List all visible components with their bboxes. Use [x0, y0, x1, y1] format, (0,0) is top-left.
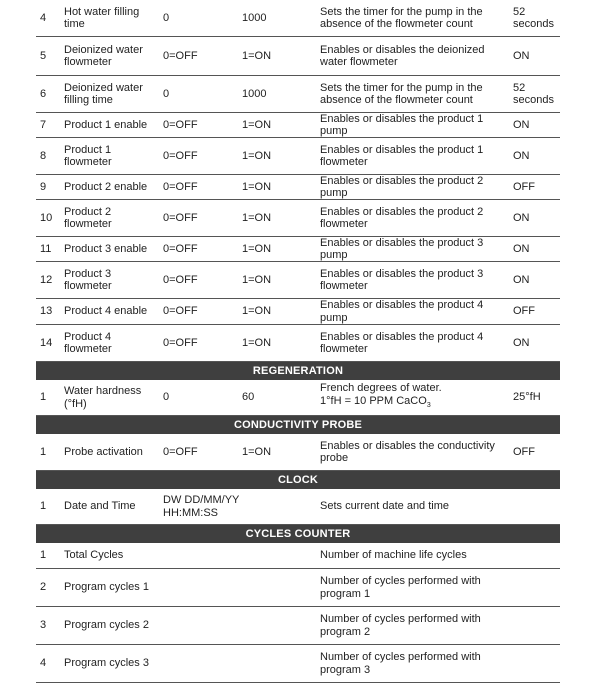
parameter-name: Total Cycles — [64, 549, 124, 562]
max-value: 60 — [242, 391, 255, 404]
row-number: 1 — [40, 391, 47, 404]
table-row — [36, 380, 560, 416]
row-number: 4 — [40, 657, 47, 670]
table-row — [36, 76, 560, 113]
row-number: 1 — [40, 445, 47, 458]
max-value: 1=ON — [242, 211, 272, 224]
description-line: French degrees of water. — [320, 382, 442, 395]
parameter-name: Product 1 enable — [64, 118, 148, 131]
table-row — [36, 607, 560, 645]
parameter-name: Product 3 flowmeter — [64, 267, 112, 292]
parameter-description: Enables or disables the product 2 pump — [320, 174, 484, 199]
parameter-description: Number of cycles performed with program 3 — [320, 651, 481, 676]
min-value: 0=OFF — [163, 118, 198, 131]
max-value: 1=ON — [242, 273, 272, 286]
max-value: 1=ON — [242, 336, 272, 349]
parameter-description: Enables or disables the product 1 pump — [320, 112, 484, 137]
parameter-name: Product 4 enable — [64, 305, 148, 318]
min-value: 0=OFF — [163, 149, 198, 162]
max-value: 1=ON — [242, 242, 272, 255]
row-number: 5 — [40, 49, 47, 62]
row-number: 6 — [40, 87, 47, 100]
row-number: 8 — [40, 149, 47, 162]
parameter-description: Enables or disables the conductivity probe — [320, 439, 495, 464]
parameter-name: Product 4 flowmeter — [64, 330, 112, 355]
parameter-name: Product 2 enable — [64, 180, 148, 193]
row-number: 3 — [40, 619, 47, 632]
default-value: ON — [513, 149, 530, 162]
default-value: OFF — [513, 305, 535, 318]
parameter-name: Date and Time — [64, 500, 136, 513]
min-value: 0 — [163, 11, 170, 24]
row-number: 12 — [40, 273, 53, 286]
row-number: 13 — [40, 305, 53, 318]
parameter-description: Number of cycles performed with program 1 — [320, 575, 481, 600]
default-value: 52 seconds — [513, 81, 554, 106]
parameter-description: Enables or disables the product 4 pump — [320, 299, 484, 324]
parameter-description: Number of machine life cycles — [320, 549, 467, 562]
row-number: 9 — [40, 180, 47, 193]
parameter-name: Product 2 flowmeter — [64, 205, 112, 230]
table-row — [36, 325, 560, 362]
default-value: ON — [513, 211, 530, 224]
default-value: OFF — [513, 445, 535, 458]
table-row — [36, 645, 560, 683]
section-header-clock: CLOCK — [36, 471, 560, 489]
parameter-description: Number of cycles performed with program 2 — [320, 613, 481, 638]
min-value: 0=OFF — [163, 336, 198, 349]
row-number: 2 — [40, 581, 47, 594]
min-value: 0=OFF — [163, 211, 198, 224]
table-row — [36, 0, 560, 37]
min-value: 0=OFF — [163, 445, 198, 458]
parameter-name: Program cycles 2 — [64, 619, 149, 632]
time-format: HH:MM:SS — [163, 506, 218, 519]
min-value — [163, 489, 273, 524]
default-value: ON — [513, 118, 530, 131]
parameter-description: Enables or disables the product 3 flowmeter — [320, 267, 484, 292]
parameter-description: Enables or disables the product 3 pump — [320, 236, 484, 261]
row-number: 1 — [40, 549, 47, 562]
row-number: 7 — [40, 118, 47, 131]
row-number: 1 — [40, 500, 47, 513]
max-value: 1=ON — [242, 118, 272, 131]
row-number: 4 — [40, 11, 47, 24]
section-header-conductivity-probe: CONDUCTIVITY PROBE — [36, 416, 560, 434]
row-number: 11 — [40, 242, 52, 255]
max-value: 1000 — [242, 11, 267, 24]
parameter-description: Enables or disables the deionized water flowmeter — [320, 43, 485, 68]
default-value: 52 seconds — [513, 5, 554, 30]
min-value: 0=OFF — [163, 49, 198, 62]
table-row — [36, 200, 560, 237]
min-value: 0 — [163, 391, 170, 404]
min-value: 0=OFF — [163, 242, 198, 255]
parameter-table — [36, 0, 560, 683]
section-header-regeneration: REGENERATION — [36, 362, 560, 380]
default-value: ON — [513, 49, 530, 62]
parameter-description: Sets the timer for the pump in the absence of the flowmeter count — [320, 81, 483, 106]
table-row — [36, 543, 560, 569]
min-value: 0 — [163, 87, 170, 100]
subscript: 3 — [426, 402, 431, 410]
table-row — [36, 138, 560, 175]
default-value: ON — [513, 242, 530, 255]
table-row — [36, 237, 560, 262]
min-value: 0=OFF — [163, 180, 198, 193]
parameter-description: Enables or disables the product 2 flowmeter — [320, 205, 484, 230]
max-value: 1=ON — [242, 149, 272, 162]
default-value: ON — [513, 273, 530, 286]
parameter-name: Program cycles 3 — [64, 657, 149, 670]
parameter-name: Water hardness (°fH) — [64, 385, 142, 410]
parameter-name: Product 3 enable — [64, 242, 148, 255]
parameter-description: Sets the timer for the pump in the absence of the flowmeter count — [320, 5, 483, 30]
table-row — [36, 37, 560, 76]
table-row — [36, 489, 560, 525]
table-row — [36, 299, 560, 325]
description-line: 1°fH = 10 PPM CaCO — [320, 394, 427, 407]
max-value: 1=ON — [242, 305, 272, 318]
min-value: 0=OFF — [163, 273, 198, 286]
parameter-name: Hot water filling time — [64, 5, 140, 30]
max-value: 1=ON — [242, 180, 272, 193]
parameter-name: Deionized water filling time — [64, 81, 143, 106]
section-header-cycles-counter: CYCLES COUNTER — [36, 525, 560, 543]
row-number: 14 — [40, 336, 53, 349]
max-value: 1=ON — [242, 49, 272, 62]
parameter-name: Product 1 flowmeter — [64, 143, 112, 168]
max-value: 1000 — [242, 87, 267, 100]
parameter-name: Program cycles 1 — [64, 581, 149, 594]
parameter-description: Sets current date and time — [320, 500, 450, 513]
table-row — [36, 262, 560, 299]
default-value: 25°fH — [513, 391, 541, 404]
parameter-description: Enables or disables the product 1 flowmeter — [320, 143, 484, 168]
default-value: OFF — [513, 180, 535, 193]
parameter-name: Deionized water flowmeter — [64, 43, 143, 68]
row-number: 10 — [40, 211, 53, 224]
parameter-name: Probe activation — [64, 445, 143, 458]
table-row — [36, 113, 560, 138]
date-format: DW DD/MM/YY — [163, 494, 240, 506]
max-value: 1=ON — [242, 445, 272, 458]
default-value: ON — [513, 336, 530, 349]
table-row — [36, 569, 560, 607]
parameter-description: Enables or disables the product 4 flowmeter — [320, 330, 484, 355]
table-row — [36, 434, 560, 471]
min-value: 0=OFF — [163, 305, 198, 318]
parameter-description — [320, 380, 510, 415]
table-row — [36, 175, 560, 200]
